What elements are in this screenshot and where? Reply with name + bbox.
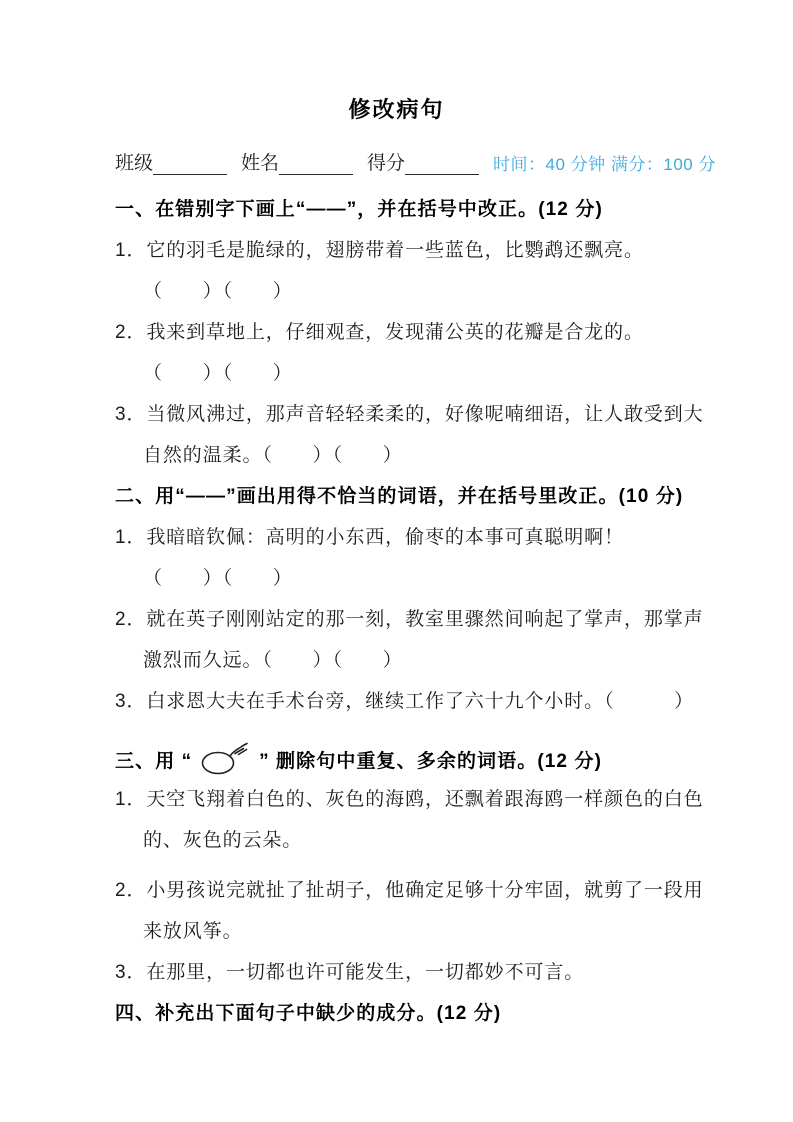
answer-blanks: （ ）（ ） — [143, 363, 293, 384]
name-label: 姓名 — [241, 153, 280, 174]
student-info-row — [115, 148, 716, 175]
question-line: 2．我来到草地上，仔细观查，发现蒲公英的花瓣是合龙的。 — [115, 322, 644, 343]
question-line: 3．白求恩大夫在手术台旁，继续工作了六十九个小时。（ ） — [115, 691, 695, 712]
question-continuation-line: 来放风筝。 — [143, 921, 243, 942]
page-title: 修改病句 — [348, 97, 445, 122]
heading-text-before-mark: 三、用 “ — [115, 751, 193, 772]
time-score-note: 时间：40 分钟 满分：100 分 — [493, 155, 716, 174]
question-line: 1．天空飞翔着白色的、灰色的海鸥，还飘着跟海鸥一样颜色的白色 — [115, 789, 704, 810]
question-continuation-line: 的、灰色的云朵。 — [143, 830, 303, 851]
answer-blanks: （ ）（ ） — [143, 281, 293, 302]
score-field — [367, 148, 479, 175]
section-heading — [115, 738, 793, 779]
heading-text-after-mark: ” 删除句中重复、多余的词语。(12 分) — [259, 751, 603, 772]
question-line: 3．在那里，一切都也许可能发生，一切都妙不可言。 — [115, 962, 585, 983]
question-line: 2．就在英子刚刚站定的那一刻，教室里骤然间响起了掌声，那掌声 — [115, 609, 704, 630]
question-line: 2．小男孩说完就扯了扯胡子，他确定足够十分牢固，就剪了一段用 — [115, 880, 704, 901]
score-blank-line — [405, 154, 479, 175]
question-line: 1．它的羽毛是脆绿的，翅膀带着一些蓝色，比鹦鹉还飘亮。 — [115, 240, 644, 261]
name-field — [241, 148, 353, 175]
section-heading: 二、用“——”画出用得不恰当的词语，并在括号里改正。(10 分) — [115, 486, 684, 507]
score-label: 得分 — [367, 153, 406, 174]
class-label: 班级 — [115, 153, 154, 174]
section-heading: 一、在错别字下画上“——”，并在括号中改正。(12 分) — [115, 199, 603, 220]
question-continuation-line: 激烈而久远。（ ）（ ） — [143, 650, 403, 671]
class-field — [115, 148, 227, 175]
name-blank-line — [279, 154, 353, 175]
answer-blanks: （ ）（ ） — [143, 568, 293, 589]
body-lines — [115, 189, 793, 1034]
delete-ellipse-mark-icon — [200, 738, 252, 776]
question-continuation-line: 自然的温柔。（ ）（ ） — [143, 445, 403, 466]
section-heading: 四、补充出下面句子中缺少的成分。(12 分) — [115, 1003, 502, 1024]
class-blank-line — [153, 154, 227, 175]
question-line: 1．我暗暗钦佩：高明的小东西，偷枣的本事可真聪明啊！ — [115, 527, 624, 548]
question-line: 3．当微风沸过，那声音轻轻柔柔的，好像呢喃细语，让人敢受到大 — [115, 404, 704, 425]
